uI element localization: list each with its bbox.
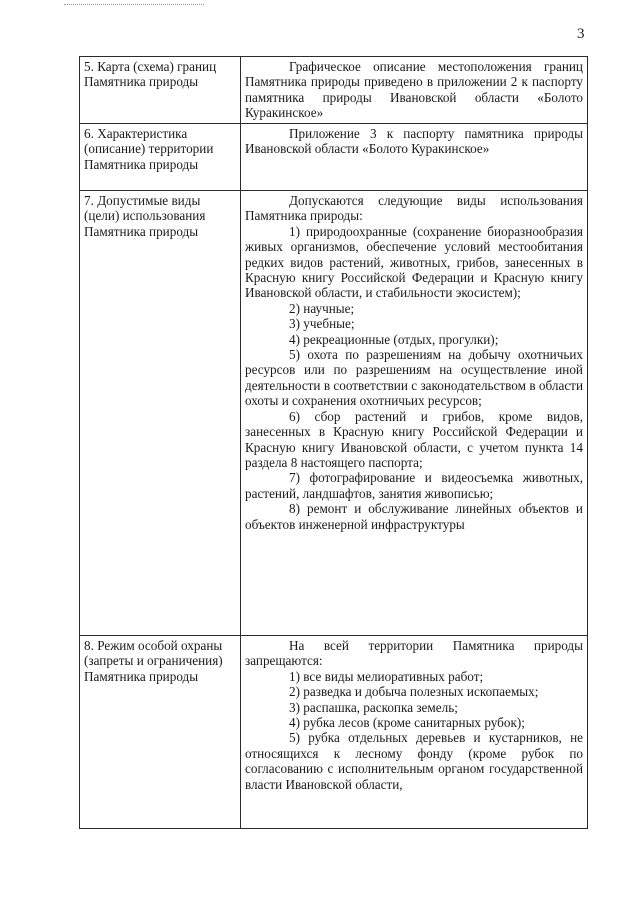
list-item: 4) рубка лесов (кроме санитарных рубок); bbox=[289, 715, 525, 731]
list-item: 3) распашка, раскопка земель; bbox=[289, 699, 458, 715]
row-label-permitted-uses: 7. Допустимые виды (цели) использования Памятника природы bbox=[80, 191, 241, 636]
row-value-protection-regime bbox=[241, 636, 588, 829]
passport-table bbox=[79, 56, 588, 829]
row-label-description: 6. Характеристика (описание) территории Памятника природы bbox=[80, 124, 241, 191]
list-item: 1) все виды мелиоративных работ; bbox=[289, 668, 484, 684]
table-row bbox=[80, 124, 588, 191]
list-item: 2) научные; bbox=[289, 300, 355, 316]
list-item: 7) фотографирование и видеосъемка животных, растений, ландшафтов, занятия живописью; bbox=[245, 470, 583, 501]
row-value-permitted-uses bbox=[241, 191, 588, 636]
page-number: 3 bbox=[577, 26, 585, 42]
list-item: 8) ремонт и обслуживание линейных объектов и объектов инженерной инфраструктуры bbox=[245, 501, 583, 532]
row-label-map: 5. Карта (схема) границ Памятника природы bbox=[80, 57, 241, 124]
list-item: 3) учебные; bbox=[289, 316, 355, 332]
paragraph: Приложение 3 к паспорту памятника природы Ивановской области «Болото Куракинское» bbox=[245, 126, 583, 157]
list-item: 4) рекреационные (отдых, прогулки); bbox=[289, 331, 499, 347]
list-item: 6) сбор растений и грибов, кроме видов, занесенных в Красную книгу Российской Федерации и Красную книгу Ивановской области, с учетом пункта 14 раздела 8 настоящего паспорта; bbox=[245, 408, 583, 470]
row-value-map bbox=[241, 57, 588, 124]
list-item: 5) рубка отдельных деревьев и кустарников, не относящихся к лесному фонду (кроме рубок по согласованию с исполнительным органом государственной власти Ивановской области, bbox=[245, 730, 583, 792]
paragraph: Графическое описание местоположения границ Памятника природы приведено в приложении 2 к паспорту памятника природы Ивановской области «Болото Куракинское» bbox=[245, 59, 583, 121]
table-row bbox=[80, 57, 588, 124]
table-row bbox=[80, 191, 588, 636]
table-row bbox=[80, 636, 588, 829]
row-value-description bbox=[241, 124, 588, 191]
row-label-protection-regime: 8. Режим особой охраны (запреты и ограничения) Памятника природы bbox=[80, 636, 241, 829]
list-item: 5) охота по разрешениям на добычу охотничьих ресурсов или по разрешениям на осуществление иной деятельности в соответствии с законодательством в области охоты и сохранения охотничьих ресурсов; bbox=[245, 347, 583, 409]
list-item: 1) природоохранные (сохранение биоразнообразия живых организмов, обеспечение условий местообитания редких видов растений, животных, грибов, занесенных в Красную книгу Российской Федерации и Красную книгу Ивановской области, и стабильности экосистем); bbox=[245, 223, 583, 301]
list-item: 2) разведка и добыча полезных ископаемых; bbox=[289, 684, 539, 700]
scan-artifact bbox=[64, 4, 204, 7]
paragraph: На всей территории Памятника природы запрещаются: bbox=[245, 638, 583, 669]
paragraph: Допускаются следующие виды использования Памятника природы: bbox=[245, 193, 583, 224]
